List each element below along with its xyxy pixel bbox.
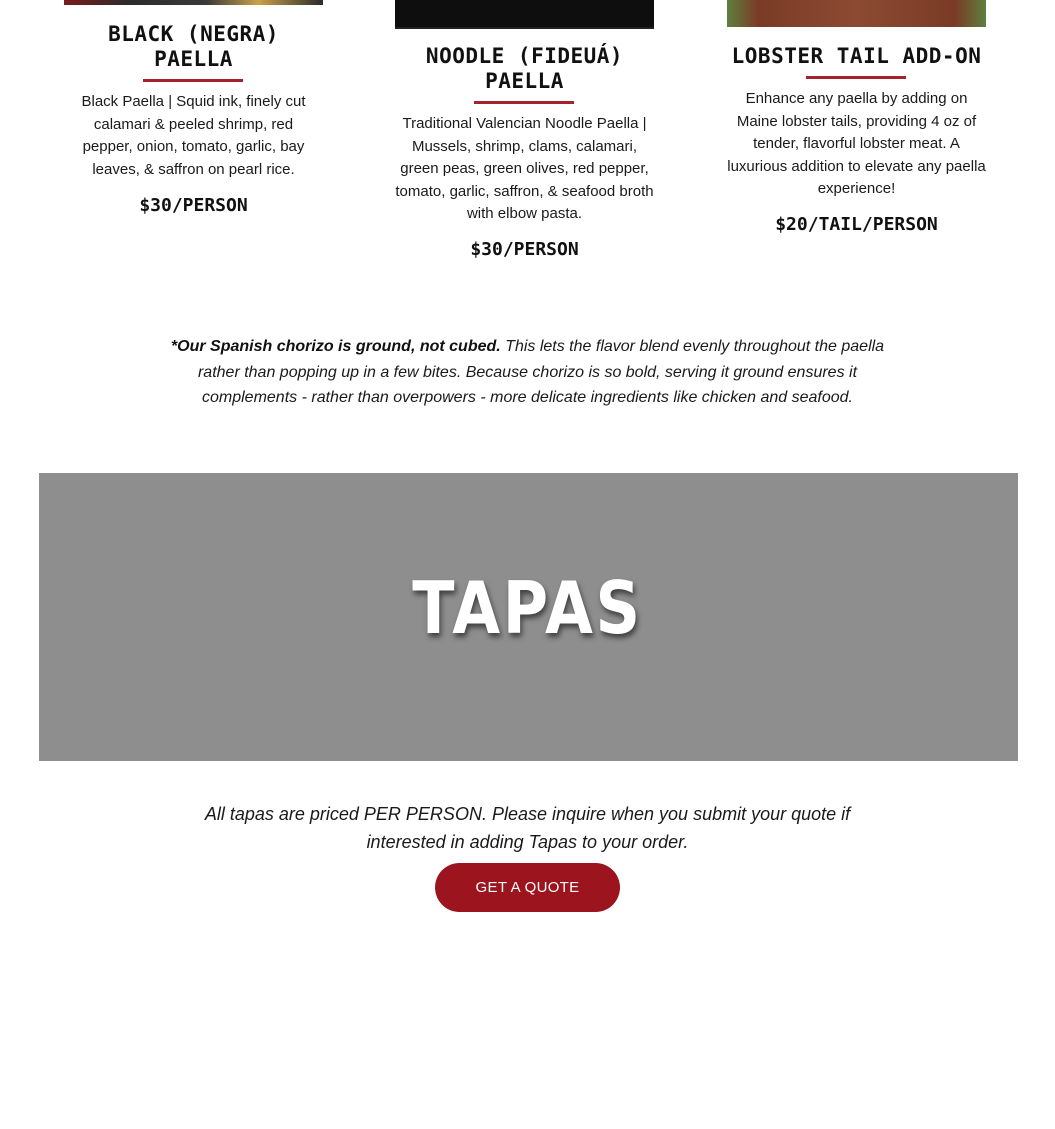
menu-card-black-paella [64, 0, 323, 230]
menu-card-price: $30/PERSON [139, 195, 248, 216]
menu-card-description: Black Paella | Squid ink, finely cut calamari & peeled shrimp, red pepper, onion, tomato, garlic, bay leaves, & saffron on pearl rice. [81, 93, 306, 178]
get-a-quote-button[interactable]: GET A QUOTE [435, 863, 620, 912]
menu-card-noodle-paella [395, 0, 654, 270]
menu-card-title: NOODLE (FIDEUÁ) PAELLA [425, 44, 624, 93]
menu-card-description: Traditional Valencian Noodle Paella | Mussels, shrimp, clams, calamari, green peas, green olives, red pepper, tomato, garlic, saffron, & seafood broth with elbow pasta. [395, 115, 654, 222]
menu-card-price: $20/TAIL/PERSON [775, 214, 938, 235]
menu-card-lobster-tail [727, 0, 986, 250]
noodle-paella-photo [395, 0, 654, 29]
menu-card-title: LOBSTER TAIL ADD-ON [731, 44, 982, 68]
black-paella-photo [64, 0, 323, 5]
chorizo-note [150, 334, 905, 411]
chorizo-note-bold: *Our Spanish chorizo is ground, not cubed. [170, 338, 501, 355]
tapas-pricing-note: All tapas are priced PER PERSON. Please inquire when you submit your quote if interested in adding Tapas to your order. [204, 804, 851, 852]
lobster-tail-photo [727, 0, 986, 27]
title-underline [143, 79, 243, 82]
menu-card-price: $30/PERSON [470, 239, 579, 260]
tapas-heading: TAPAS [412, 566, 643, 650]
menu-card-description: Enhance any paella by adding on Maine lobster tails, providing 4 oz of tender, flavorful lobster meat. A luxurious addition to elevate any paella experience! [727, 90, 986, 197]
title-underline [806, 76, 906, 79]
menu-card-title: BLACK (NEGRA) PAELLA [108, 22, 279, 71]
chorizo-note-text: This lets the flavor blend evenly throughout the paella rather than popping up in a few bites. Because chorizo is so bold, serving it ground ensures it complements - rather than overpowers - more delicate ingredients like chicken and seafood. [197, 338, 885, 406]
title-underline [474, 101, 574, 104]
